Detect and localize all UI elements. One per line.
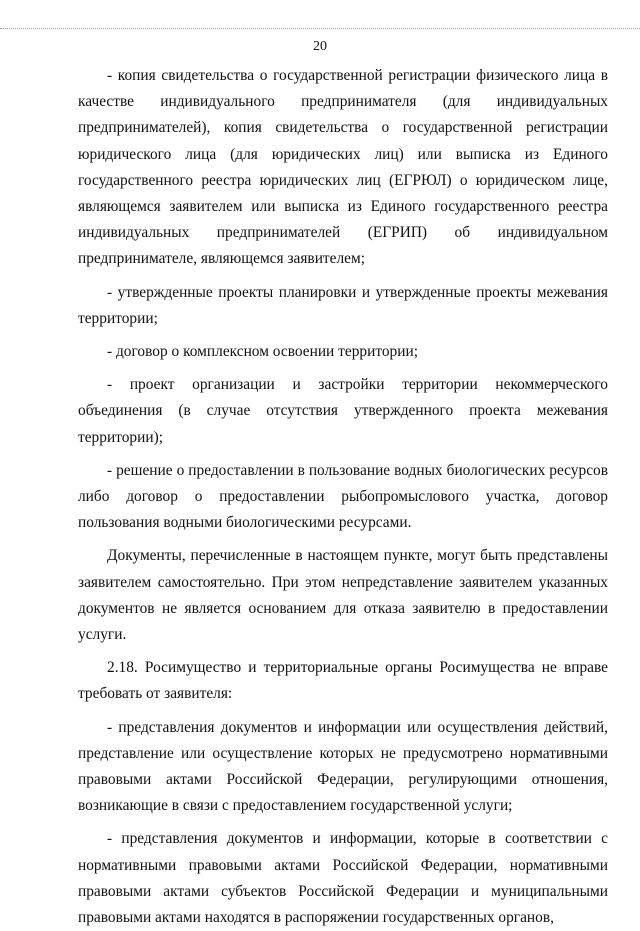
list-item-development-contract: - договор о комплексном освоении территории; [107,343,418,361]
list-item-planning-projects: - утвержденные проекты планировки и утвержденные проекты межевания территории; [78,283,608,327]
paragraph-section-2-18: 2.18. Росимущество и территориальные органы Росимущества не вправе требовать от заявителя: [78,659,608,703]
list-item-organization-project: - проект организации и застройки территории некоммерческого объединения (в случае отсутствия утвержденного проекта межевания территории); [78,376,608,446]
scan-edge-line [0,28,640,29]
list-item-documents-in-possession: - представления документов и информации, которые в соответствии с нормативными правовыми актами Российской Федерации, нормативными правовыми актами субъектов Российской Федерации и муниципальными правовыми актами находятся в распоряжении государственных органов, [78,830,608,927]
page-number: 20 [313,39,327,54]
list-item-registration-certificate: - копия свидетельства о государственной регистрации физического лица в качестве индивидуального предпринимателя (для индивидуальных предпринимателей), копия свидетельства о государственной регистрации юридического лица (для юридических лиц) или выписка из Единого государственного реестра юридических лиц (ЕГРЮЛ) о юридическом лице, являющемся заявителем или выписка из Единого государственного реестра индивидуальных предпринимателей (ЕГРИП) об индивидуальном предпринимателе, являющемся заявителем; [78,67,608,268]
document-body [78,63,608,931]
paragraph-documents-submitted: Документы, перечисленные в настоящем пункте, могут быть представлены заявителем самостоятельно. При этом непредставление заявителем указанных документов не является основанием для отказа заявителю в предоставлении услуги. [78,547,608,644]
list-item-water-resources-decision: - решение о предоставлении в пользование водных биологических ресурсов либо договор о предоставлении рыбопромыслового участка, договор пользования водными биологическими ресурсами. [78,461,608,532]
list-item-not-required-documents: - представления документов и информации или осуществления действий, представление или осуществление которых не предусмотрено нормативными правовыми актами Российской Федерации, регулирующими отношения, возникающие в связи с предоставлением государственной услуги; [78,718,608,815]
